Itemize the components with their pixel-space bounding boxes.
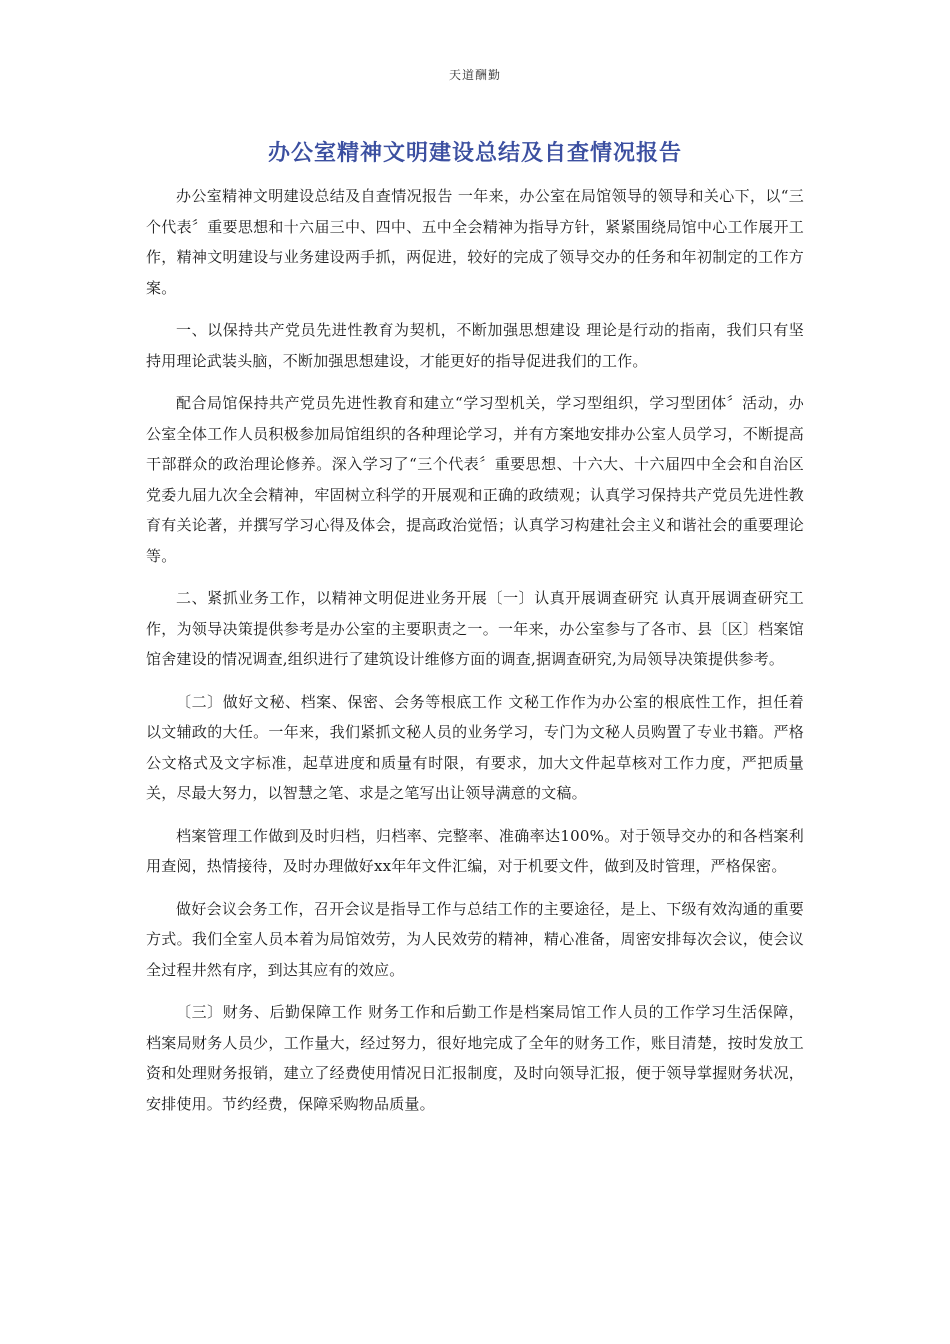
- paragraph-archives: 档案管理工作做到及时归档，归档率、完整率、准确率达100%。对于领导交办的和各档案利用查阅，热情接待，及时办理做好xx年年文件汇编，对于机要文件，做到及时管理，严格保密。: [146, 826, 804, 875]
- paragraph-study: 配合局馆保持共产党员先进性教育和建立“学习型机关，学习型组织，学习型团体〞活动，办公室全体工作人员积极参加局馆组织的各种理论学习，并有方案地安排办公室人员学习，不断提高干部群众的政治理论修养。深入学习了“三个代表〞重要思想、十六大、十六届四中全会和自治区党委九届九次全会精神，牢固树立科学的开展观和正确的政绩观；认真学习保持共产党员先进性教育有关论著，并撰写学习心得及体会，提高政治觉悟；认真学习构建社会主义和谐社会的重要理论等。: [146, 394, 804, 565]
- paragraph-secretarial: 〔二〕做好文秘、档案、保密、会务等根底工作 文秘工作作为办公室的根底性工作，担任着以文辅政的大任。一年来，我们紧抓文秘人员的业务学习，专门为文秘人员购置了专业书籍。严格公文格式及文字标准，起草进度和质量有时限，有要求，加大文件起草核对工作力度，严把质量关，尽最大努力，以智慧之笔、求是之笔写出让领导满意的文稿。: [146, 692, 804, 802]
- paragraph-section-2: 二、紧抓业务工作，以精神文明促进业务开展〔一〕认真开展调查研究 认真开展调查研究工作，为领导决策提供参考是办公室的主要职责之一。一年来，办公室参与了各市、县〔区〕档案馆馆舍建设的情况调查,组织进行了建筑设计维修方面的调查,据调查研究,为局领导决策提供参考。: [146, 589, 804, 668]
- paragraph-meetings: 做好会议会务工作，召开会议是指导工作与总结工作的主要途径，是上、下级有效沟通的重要方式。我们全室人员本着为局馆效劳，为人民效劳的精神，精心准备，周密安排每次会议，使会议全过程井然有序，到达其应有的效应。: [146, 899, 804, 979]
- document-title: 办公室精神文明建设总结及自查情况报告: [267, 141, 682, 166]
- page-header: 天道酬勤: [448, 68, 501, 82]
- paragraph-finance: 〔三〕财务、后勤保障工作 财务工作和后勤工作是档案局馆工作人员的工作学习生活保障，档案局财务人员少，工作量大，经过努力，很好地完成了全年的财务工作，账目清楚，按时发放工资和处理财务报销，建立了经费使用情况日汇报制度，及时向领导汇报，便于领导掌握财务状况，安排使用。节约经费，保障采购物品质量。: [146, 1003, 804, 1113]
- paragraph-intro: 办公室精神文明建设总结及自查情况报告 一年来，办公室在局馆领导的领导和关心下，以“三个代表〞重要思想和十六届三中、四中、五中全会精神为指导方针，紧紧围绕局馆中心工作展开工作，精神文明建设与业务建设两手抓，两促进，较好的完成了领导交办的任务和年初制定的工作方案。: [146, 187, 804, 297]
- paragraph-section-1: 一、以保持共产党员先进性教育为契机，不断加强思想建设 理论是行动的指南，我们只有坚持用理论武装头脑，不断加强思想建设，才能更好的指导促进我们的工作。: [146, 321, 804, 370]
- document-body: [146, 181, 804, 1131]
